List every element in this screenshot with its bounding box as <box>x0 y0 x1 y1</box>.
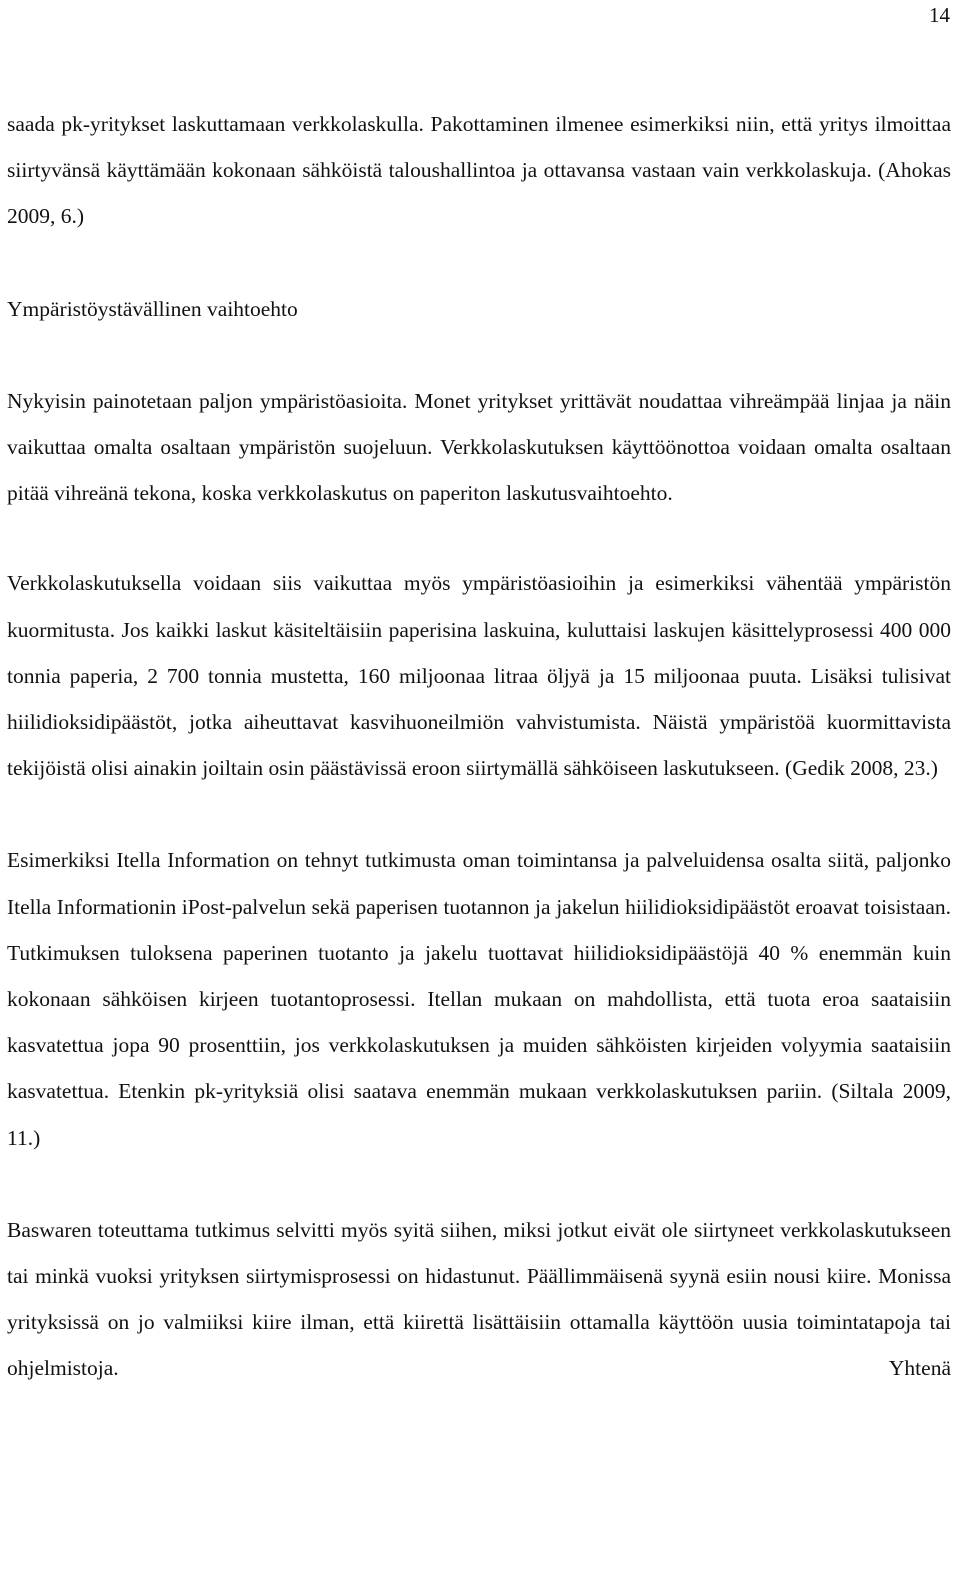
spacer <box>7 240 951 286</box>
page-number: 14 <box>929 3 950 27</box>
spacer <box>7 791 951 837</box>
document-body <box>7 101 951 1392</box>
spacer <box>7 332 951 378</box>
section-heading: Ympäristöystävällinen vaihtoehto <box>7 296 298 321</box>
paragraph-itella: Esimerkiksi Itella Information on tehnyt tutkimusta oman toimintansa ja palveluidensa osalta siitä, paljonko Itella Informationin iPost-palvelun sekä paperisen tuotannon ja jakelun hiilidioksidipäästöt eroavat toisistaan. Tutkimuksen tuloksena paperinen tuotanto ja jakelu tuottavat hiilidioksidipäästöjä 40 % enemmän kuin kokonaan sähköisen kirjeen tuotantoprosessi. Itellan mukaan on mahdollista, että tuota eroa saataisiin kasvatettua jopa 90 prosenttiin, jos verkkolaskutuksen ja muiden sähköisten kirjeiden volyymia saataisiin kasvatettua. Etenkin pk-yrityksiä olisi saatava enemmän mukaan verkkolaskutuksen pariin. (Siltala 2009, 11.) <box>7 848 951 1150</box>
paragraph-ymparistoasiat: Nykyisin painotetaan paljon ympäristöasioita. Monet yritykset yrittävät noudattaa vihreämpää linjaa ja näin vaikuttaa omalta osaltaan ympäristön suojeluun. Verkkolaskutuksen käyttöönottoa voidaan omalta osaltaan pitää vihreänä tekona, koska verkkolaskutus on paperiton laskutusvaihtoehto. <box>7 388 951 506</box>
paragraph-kuormitus: Verkkolaskutuksella voidaan siis vaikuttaa myös ympäristöasioihin ja esimerkiksi vähentää ympäristön kuormitusta. Jos kaikki laskut käsiteltäisiin paperisina laskuina, kuluttaisi laskujen käsittelyprosessi 400 000 tonnia paperia, 2 700 tonnia mustetta, 160 miljoonaa litraa öljyä ja 15 miljoonaa puuta. Lisäksi tulisivat hiilidioksidipäästöt, jotka aiheuttavat kasvihuoneilmiön vahvistumista. Näistä ympäristöä kuormittavista tekijöistä olisi ainakin joiltain osin päästävissä eroon siirtymällä sähköiseen laskutukseen. (Gedik 2008, 23.) <box>7 571 951 781</box>
paragraph-pakottaminen: saada pk-yritykset laskuttamaan verkkolaskulla. Pakottaminen ilmenee esimerkiksi niin, että yritys ilmoittaa siirtyvänsä käyttämään kokonaan sähköistä taloushallintoa ja ottavansa vastaan vain verkkolaskuja. (Ahokas 2009, 6.) <box>7 112 951 229</box>
spacer <box>7 1161 951 1207</box>
spacer <box>7 516 951 560</box>
paragraph-basware: Baswaren toteuttama tutkimus selvitti myös syitä siihen, miksi jotkut eivät ole siirtyneet verkkolaskutukseen tai minkä vuoksi yrityksen siirtymisprosessi on hidastunut. Päällimmäisenä syynä esiin nousi kiire. Monissa yrityksissä on jo valmiiksi kiire ilman, että kiirettä lisättäisiin ottamalla käyttöön uusia toimintatapoja tai ohjelmistoja. Yhtenä <box>7 1217 951 1381</box>
